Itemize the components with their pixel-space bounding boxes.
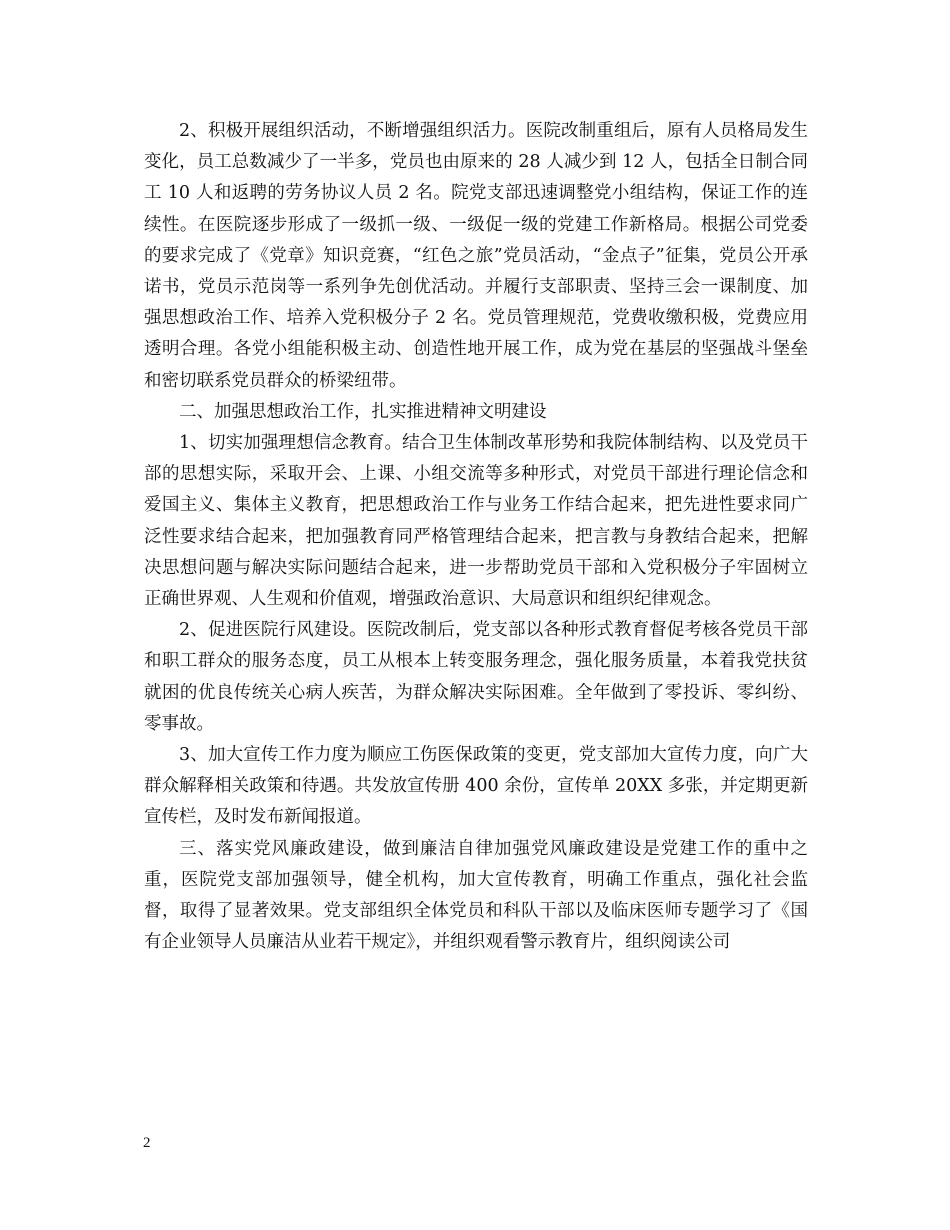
paragraph-publicity-work: 3、加大宣传工作力度为顺应工伤医保政策的变更，党支部加大宣传力度，向广大群众解释相关政策和待遇。共发放宣传册 400 余份，宣传单 20XX 多张，并定期更新宣传栏，及时发布新闻报道。 bbox=[144, 745, 808, 828]
section-heading-ideology: 二、加强思想政治工作，扎实推进精神文明建设 bbox=[179, 401, 547, 422]
paragraph-ideals-education: 1、切实加强理想信念教育。结合卫生体制改革形势和我院体制结构、以及党员干部的思想实际，采取开会、上课、小组交流等多种形式，对党员干部进行理论信念和爱国主义、集体主义教育，把思想政治工作与业务工作结合起来，把先进性要求同广泛性要求结合起来，把加强教育同严格管理结合起来，把言教与身教结合起来，把解决思想问题与解决实际问题结合起来，进一步帮助党员干部和入党积极分子牢固树立正确世界观、人生观和价值观，增强政治意识、大局意识和组织纪律观念。 bbox=[144, 433, 808, 610]
page-number: 2 bbox=[143, 1135, 151, 1151]
document-body bbox=[144, 116, 808, 958]
paragraph-integrity-building: 三、落实党风廉政建设，做到廉洁自律加强党风廉政建设是党建工作的重中之重，医院党支部加强领导，健全机构，加大宣传教育，明确工作重点，强化社会监督，取得了显著效果。党支部组织全体党员和科队干部以及临床医师专题学习了《国有企业领导人员廉洁从业若干规定》，并组织观看警示教育片，组织阅读公司 bbox=[144, 838, 808, 953]
paragraph-hospital-conduct: 2、促进医院行风建设。医院改制后，党支部以各种形式教育督促考核各党员干部和职工群众的服务态度，员工从根本上转变服务理念，强化服务质量，本着我党扶贫就困的优良传统关心病人疾苦，为群众解决实际困难。全年做到了零投诉、零纠纷、零事故。 bbox=[144, 620, 808, 734]
paragraph-organization-activities: 2、积极开展组织活动，不断增强组织活力。医院改制重组后，原有人员格局发生变化，员工总数减少了一半多，党员也由原来的 28 人减少到 12 人，包括全日制合同工 10 人和返聘的劳务协议人员 2 名。院党支部迅速调整党小组结构，保证工作的连续性。在医院逐步形成了一级抓一级、一级促一级的党建工作新格局。根据公司党委的要求完成了《党章》知识竞赛，“红色之旅”党员活动，“金点子”征集，党员公开承诺书，党员示范岗等一系列争先创优活动。并履行支部职责、坚持三会一课制度、加强思想政治工作、培养入党积极分子 2 名。党员管理规范，党费收缴积极，党费应用透明合理。各党小组能积极主动、创造性地开展工作，成为党在基层的坚强战斗堡垒和密切联系党员群众的桥梁纽带。 bbox=[144, 121, 808, 391]
